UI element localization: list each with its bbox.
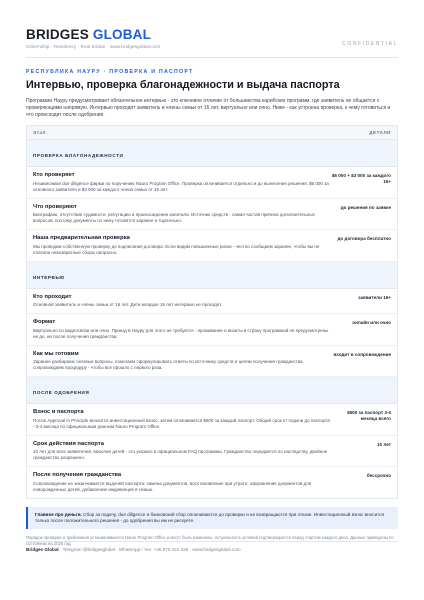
row-title: Взнос и паспорта xyxy=(33,409,84,416)
intro-paragraph: Программа Науру предусматривает обязательное интервью - это ключевое отличие от большинства карибских программ, где заявитель не общается с проверяющими напрямую. Интервью проходят заявитель и члены семьи от 16 лет, виртуально или очно. Ниже - как устроена проверка, к чему готовиться и что происходит после одобрения. xyxy=(26,98,391,118)
table-row xyxy=(27,314,397,346)
brand-tagline: Citizenship · Residency · Real Estate · www.bridgesglobal.com xyxy=(26,44,161,49)
row-description: Заранее разбираем типовые вопросы, помогаем сформулировать ответы по источнику средств и целям получения гражданства, сопровождаем процедуру - чтобы все прошло с первого раза. xyxy=(33,359,304,371)
section-label: ПРОВЕРКА БЛАГОНАДЕЖНОСТИ xyxy=(33,153,124,159)
row-title: Срок действия паспорта xyxy=(33,440,104,447)
process-table xyxy=(26,125,398,499)
row-detail: до договора бесплатно xyxy=(337,236,391,242)
note-text: Сбор за подачу, due diligence и банковский сбор оплачиваются до проверки и не возвращаются при отказе. Инвестиционный взнос вносится только после положительного решения - до одобрения вы им не рискуете. xyxy=(35,511,384,524)
brand-name-part1: BRIDGES xyxy=(26,27,89,42)
row-title: После получения гражданства xyxy=(33,472,122,479)
row-title: Кто проверяет xyxy=(33,172,75,179)
footer-contacts: · Telegram @bridgesglobal · WhatsApp / тел. +36 670 421 328 · www.bridgesglobal.com xyxy=(58,547,241,552)
column-details: ДЕТАЛИ xyxy=(369,130,391,136)
section-header-interview xyxy=(27,262,397,289)
table-row xyxy=(27,230,397,262)
row-description: Виртуально по видеосвязи или очно. Приезд в Науру для этого не требуется - проживание и визиты в страну программой не предусмотрены ни до, ни после получения гражданства. xyxy=(33,327,329,339)
table-row xyxy=(27,167,397,199)
row-description: Сопровождение не заканчивается выдачей паспорта: замена документов, восстановление при утрате, оформление документов для новорожденных детей, добавление иждивенцев в семью. xyxy=(33,480,312,492)
money-note xyxy=(26,507,398,529)
row-description: После Approval in Principle вносится инвестиционный взнос, затем оплачивается $500 за каждый паспорт. Общий срок от подачи до паспорта - 3-4 месяца по официальным данным Nauru Program Office. xyxy=(33,417,330,429)
section-header-after-approval xyxy=(27,377,397,404)
row-description: Мы проводим собственную проверку до подписания договора. Если видим повышенные риски - честно сообщаем заранее, чтобы вы не платили невозвратные сборы напрасно. xyxy=(33,243,320,255)
section-header-due-diligence xyxy=(27,140,397,167)
row-title: Наша предварительная проверка xyxy=(33,235,130,242)
footer xyxy=(26,541,398,552)
row-description: 10 лет для всех заявителей, включая детей - это указано в официальном FAQ программы. Гражданство передается по наследству, двойное гражданство разрешено. xyxy=(33,449,328,461)
row-description: Независимая due diligence фирма по поручению Nauru Program Office. Проверка оплачивается отдельно и до вынесения решения: $6 000 за основного заявителя и $3 000 за каждого члена семьи от 16 лет. xyxy=(33,180,329,192)
table-header xyxy=(27,126,397,140)
column-stage: Этап xyxy=(33,130,46,136)
header xyxy=(26,0,398,58)
note-lead: Главное про деньги. xyxy=(35,511,82,517)
brand-name-part2: GLOBAL xyxy=(92,27,152,42)
table-row xyxy=(27,436,397,468)
row-detail: входит в сопровождение xyxy=(333,351,391,357)
table-row xyxy=(27,467,397,498)
table-row xyxy=(27,404,397,436)
confidential-label: CONFIDENTIAL xyxy=(342,41,398,47)
footer-brand: Bridges Global xyxy=(26,547,59,552)
row-title: Как мы готовим xyxy=(33,350,79,357)
row-title: Что проверяют xyxy=(33,203,77,210)
row-title: Формат xyxy=(33,319,56,326)
document-title: Интервью, проверка благонадежности и выдача паспорта xyxy=(26,79,340,91)
document-kicker: РЕСПУБЛИКА НАУРУ · ПРОВЕРКА И ПАСПОРТ xyxy=(26,69,194,75)
table-row xyxy=(27,289,397,315)
row-detail: онлайн или очно xyxy=(352,320,391,326)
row-title: Кто проходит xyxy=(33,293,72,300)
row-detail: 10 лет xyxy=(377,441,391,447)
row-detail: до решения по заявке xyxy=(340,204,391,210)
row-detail: бессрочно xyxy=(366,473,391,479)
disclaimer: Порядок проверки и требования устанавливаются Nauru Program Office и могут быть изменены. Актуальность условий подтверждается перед стартом каждого дела. Данные приведены по состоянию на 2026 год. xyxy=(26,535,394,546)
section-label: ПОСЛЕ ОДОБРЕНИЯ xyxy=(33,390,90,396)
row-detail: $500 за паспорт 3-4 месяца всего xyxy=(347,410,391,421)
row-description: Основной заявитель и члены семьи от 16 лет. Дети младше 16 лет интервью не проходят. xyxy=(33,302,223,308)
section-label: ИНТЕРВЬЮ xyxy=(33,274,65,280)
row-description: Биографию, отсутствие судимости, репутацию и происхождение капитала. Источник средств - самая частая причина дополнительных вопросов, поэтому документы по нему готовятся заранее и тщательно. xyxy=(33,212,315,224)
brand-logo xyxy=(26,27,398,42)
table-row xyxy=(27,346,397,378)
table-row xyxy=(27,199,397,231)
row-detail: $6 000 + $3 000 за каждого 16+ xyxy=(331,173,391,184)
row-detail: заявители 16+ xyxy=(358,294,391,300)
